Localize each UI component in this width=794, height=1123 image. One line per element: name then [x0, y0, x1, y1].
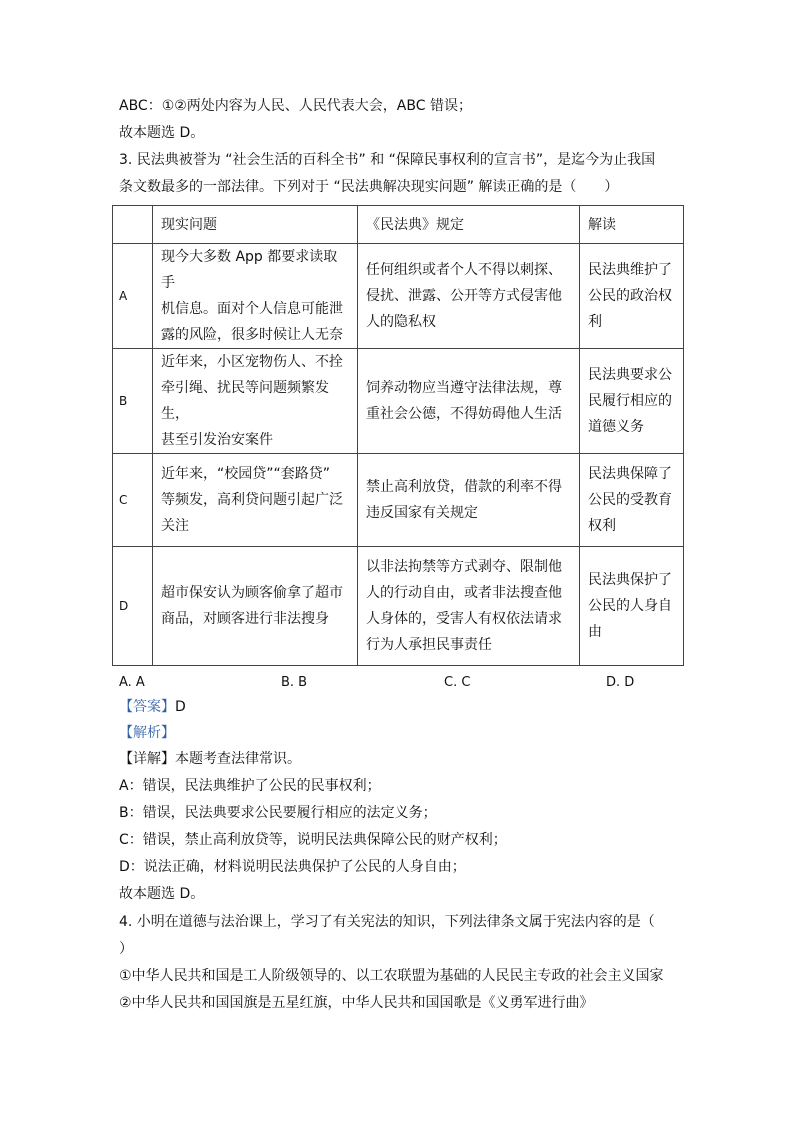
text-line: 公民的人身自 [588, 598, 672, 614]
text-line: 饲养动物应当遵守法律法规，尊 [366, 380, 562, 396]
table-row [113, 454, 684, 547]
row-rule [358, 454, 580, 547]
text-line: 权利 [588, 518, 616, 534]
prev-conclusion-line: 故本题选 D。 [119, 125, 205, 141]
answer-value: D [175, 699, 186, 715]
text-line: 民履行相应的 [588, 393, 672, 409]
text-line: 露的风险，很多时候让人无奈 [161, 327, 343, 343]
row-problem [153, 244, 358, 349]
question-3-table [112, 205, 684, 666]
detail-text: 本题考查法律常识。 [175, 751, 301, 767]
option-b: B. B [281, 675, 308, 690]
text-line: 近年来，小区宠物伤人、不拴 [161, 354, 343, 370]
row-reading [580, 349, 684, 454]
row-problem [153, 454, 358, 547]
analysis-tag: 【解析】 [119, 725, 175, 741]
text-line: 由 [588, 624, 602, 640]
question-3-stem-line-1: 3. 民法典被誉为 “社会生活的百科全书” 和 “保障民事权利的宣言书”，是迄今为止我国 [119, 152, 656, 168]
explanation-c: C：错误，禁止高利放贷等，说明民法典保障公民的财产权利； [119, 832, 507, 848]
text-line: 民法典保障了 [588, 466, 672, 482]
table-row [113, 349, 684, 454]
text-line: 利 [588, 314, 602, 330]
text-line: 民法典要求公 [588, 367, 672, 383]
text-line: 机信息。面对个人信息可能泄 [161, 301, 343, 317]
explanation-a: A：错误，民法典维护了公民的民事权利； [119, 778, 381, 794]
table-row [113, 547, 684, 666]
detail-tag: 【详解】 [119, 751, 175, 767]
question-3-stem-line-2: 条文数最多的一部法律。下列对于 “民法典解决现实问题” 解读正确的是（ ） [119, 179, 619, 195]
question-4-item-2: ②中华人民共和国国旗是五星红旗，中华人民共和国国歌是《义勇军进行曲》 [119, 995, 594, 1011]
text-line: 近年来，“校园贷”“套路贷” [161, 466, 331, 482]
question-4-item-1: ①中华人民共和国是工人阶级领导的、以工农联盟为基础的人民民主专政的社会主义国家 [119, 968, 664, 984]
option-a: A. A [119, 675, 145, 690]
row-label: B [113, 349, 153, 454]
row-problem [153, 349, 358, 454]
text-line: 牵引绳、扰民等问题频繁发生， [161, 380, 329, 422]
answer-tag: 【答案】 [119, 699, 175, 715]
table-header-rule: 《民法典》规定 [358, 206, 580, 244]
text-line: 关注 [161, 518, 189, 534]
table-header-blank [113, 206, 153, 244]
row-rule [358, 244, 580, 349]
detail-line [119, 749, 301, 769]
row-rule [358, 349, 580, 454]
text-line: 侵扰、泄露、公开等方式侵害他 [366, 288, 562, 304]
text-line: 民法典保护了 [588, 572, 672, 588]
explanation-d: D：说法正确，材料说明民法典保护了公民的人身自由； [119, 859, 466, 875]
text-line: 违反国家有关规定 [366, 505, 478, 521]
option-d: D. D [606, 675, 635, 690]
explanation-b: B：错误，民法典要求公民要履行相应的法定义务； [119, 805, 437, 821]
text-line: 禁止高利放贷，借款的利率不得 [366, 479, 562, 495]
table-header-problem: 现实问题 [153, 206, 358, 244]
table-row [113, 244, 684, 349]
text-line: 人身体的，受害人有权依法请求 [366, 611, 562, 627]
text-line: 任何组织或者个人不得以刺探、 [366, 262, 562, 278]
answer-line [119, 697, 186, 717]
row-problem [153, 547, 358, 666]
row-reading [580, 547, 684, 666]
option-c: C. C [444, 675, 471, 690]
text-line: 超市保安认为顾客偷拿了超市 [161, 585, 343, 601]
text-line: 重社会公德，不得妨碍他人生活 [366, 406, 562, 422]
row-rule [358, 547, 580, 666]
prev-explanation-line: ABC：①②两处内容为人民、人民代表大会，ABC 错误； [119, 98, 472, 114]
row-label: A [113, 244, 153, 349]
row-reading [580, 454, 684, 547]
text-line: 等频发，高利贷问题引起广泛 [161, 492, 343, 508]
text-line: 以非法拘禁等方式剥夺、限制他 [366, 559, 562, 575]
text-line: 人的隐私权 [366, 314, 436, 330]
question-4-stem-line-1: 4. 小明在道德与法治课上，学习了有关宪法的知识，下列法律条文属于宪法内容的是（ [119, 914, 655, 930]
row-label: D [113, 547, 153, 666]
text-line: 行为人承担民事责任 [366, 637, 492, 653]
text-line: 现今大多数 App 都要求读取手 [161, 249, 338, 291]
text-line: 公民的政治权 [588, 288, 672, 304]
text-line: 甚至引发治安案件 [161, 432, 273, 448]
row-reading [580, 244, 684, 349]
table-header-reading: 解读 [580, 206, 684, 244]
conclusion-line: 故本题选 D。 [119, 886, 205, 902]
text-line: 人的行动自由，或者非法搜查他 [366, 585, 562, 601]
table-header-row [113, 206, 684, 244]
text-line: 商品，对顾客进行非法搜身 [161, 611, 329, 627]
question-4-stem-line-2: ） [119, 941, 133, 957]
text-line: 民法典维护了 [588, 262, 672, 278]
row-label: C [113, 454, 153, 547]
text-line: 道德义务 [588, 419, 644, 435]
text-line: 公民的受教育 [588, 492, 672, 508]
